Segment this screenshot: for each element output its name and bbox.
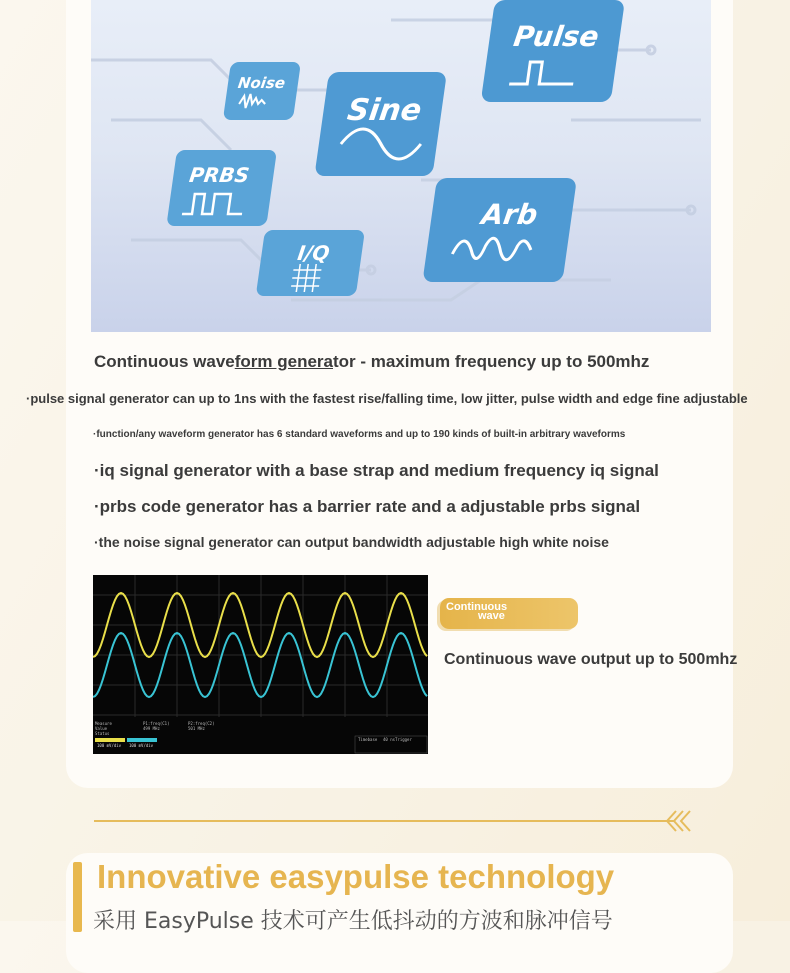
badge-line-1: Continuous xyxy=(446,601,508,613)
ch1-badge xyxy=(95,738,125,742)
circuit-illustration xyxy=(91,0,711,332)
sine-tile xyxy=(314,72,447,176)
section-accent-bar xyxy=(73,862,82,932)
col2-label: P2:freq(C2) xyxy=(188,721,215,726)
value-label: Value xyxy=(95,726,108,731)
noise-tile xyxy=(223,62,301,120)
col2-value: 501 MHz xyxy=(188,726,205,731)
svg-text:Sine: Sine xyxy=(345,93,424,128)
pulse-feature: ·pulse signal generator can up to 1ns with the fastest rise/falling time, low jitter, pulse width and edge fine adjustable xyxy=(26,391,748,406)
easypulse-title: Innovative easypulse technology xyxy=(97,858,615,895)
col1-value: 499 MHz xyxy=(143,726,160,731)
oscilloscope-screenshot xyxy=(93,575,428,754)
trigger-label: Trigger xyxy=(395,737,412,742)
continuous-wave-badge xyxy=(440,598,578,629)
ch1-scale: 100 mV/div xyxy=(97,743,122,748)
easypulse-subtitle: 采用 EasyPulse 技术可产生低抖动的方波和脉冲信号 xyxy=(93,909,613,934)
section-divider xyxy=(94,820,674,822)
svg-text:I/Q: I/Q xyxy=(296,241,332,265)
svg-text:Arb: Arb xyxy=(479,198,540,231)
noise-feature: ·the noise signal generator can output bandwidth adjustable high white noise xyxy=(94,534,609,550)
chevron-left-icon xyxy=(666,810,694,832)
badge-line-2: wave xyxy=(478,610,505,622)
scope-grid xyxy=(93,575,428,717)
iq-feature: ·iq signal generator with a base strap and medium frequency iq signal xyxy=(94,461,659,480)
ch2-scale: 100 mV/div xyxy=(129,743,154,748)
waveform-types-banner xyxy=(91,0,711,332)
timebase-value: 40 ns xyxy=(383,737,396,742)
status-label: Status xyxy=(95,731,110,736)
svg-text:Noise: Noise xyxy=(236,74,287,92)
prbs-feature: ·prbs code generator has a barrier rate and a adjustable prbs signal xyxy=(94,497,641,516)
channel-2-trace xyxy=(93,633,427,697)
prbs-tile xyxy=(166,150,277,226)
function-feature: ·function/any waveform generator has 6 standard waveforms and up to 190 kinds of built-in arbitrary waveforms xyxy=(93,429,626,440)
iq-tile xyxy=(256,230,365,296)
timebase-label: Timebase xyxy=(358,737,378,742)
col1-label: P1:freq(C1) xyxy=(143,721,170,726)
oscilloscope-display xyxy=(93,575,428,754)
continuous-wave-description: Continuous wave output up to 500mhz xyxy=(444,651,738,668)
svg-text:Pulse: Pulse xyxy=(511,20,601,53)
svg-text:PRBS: PRBS xyxy=(187,163,251,187)
pulse-tile xyxy=(481,0,625,102)
ch2-badge xyxy=(127,738,157,742)
cw-generator-heading: Continuous waveform generator - maximum frequency up to 500mhz xyxy=(94,352,650,371)
measure-label: Measure xyxy=(95,721,112,726)
arb-tile xyxy=(422,178,577,282)
